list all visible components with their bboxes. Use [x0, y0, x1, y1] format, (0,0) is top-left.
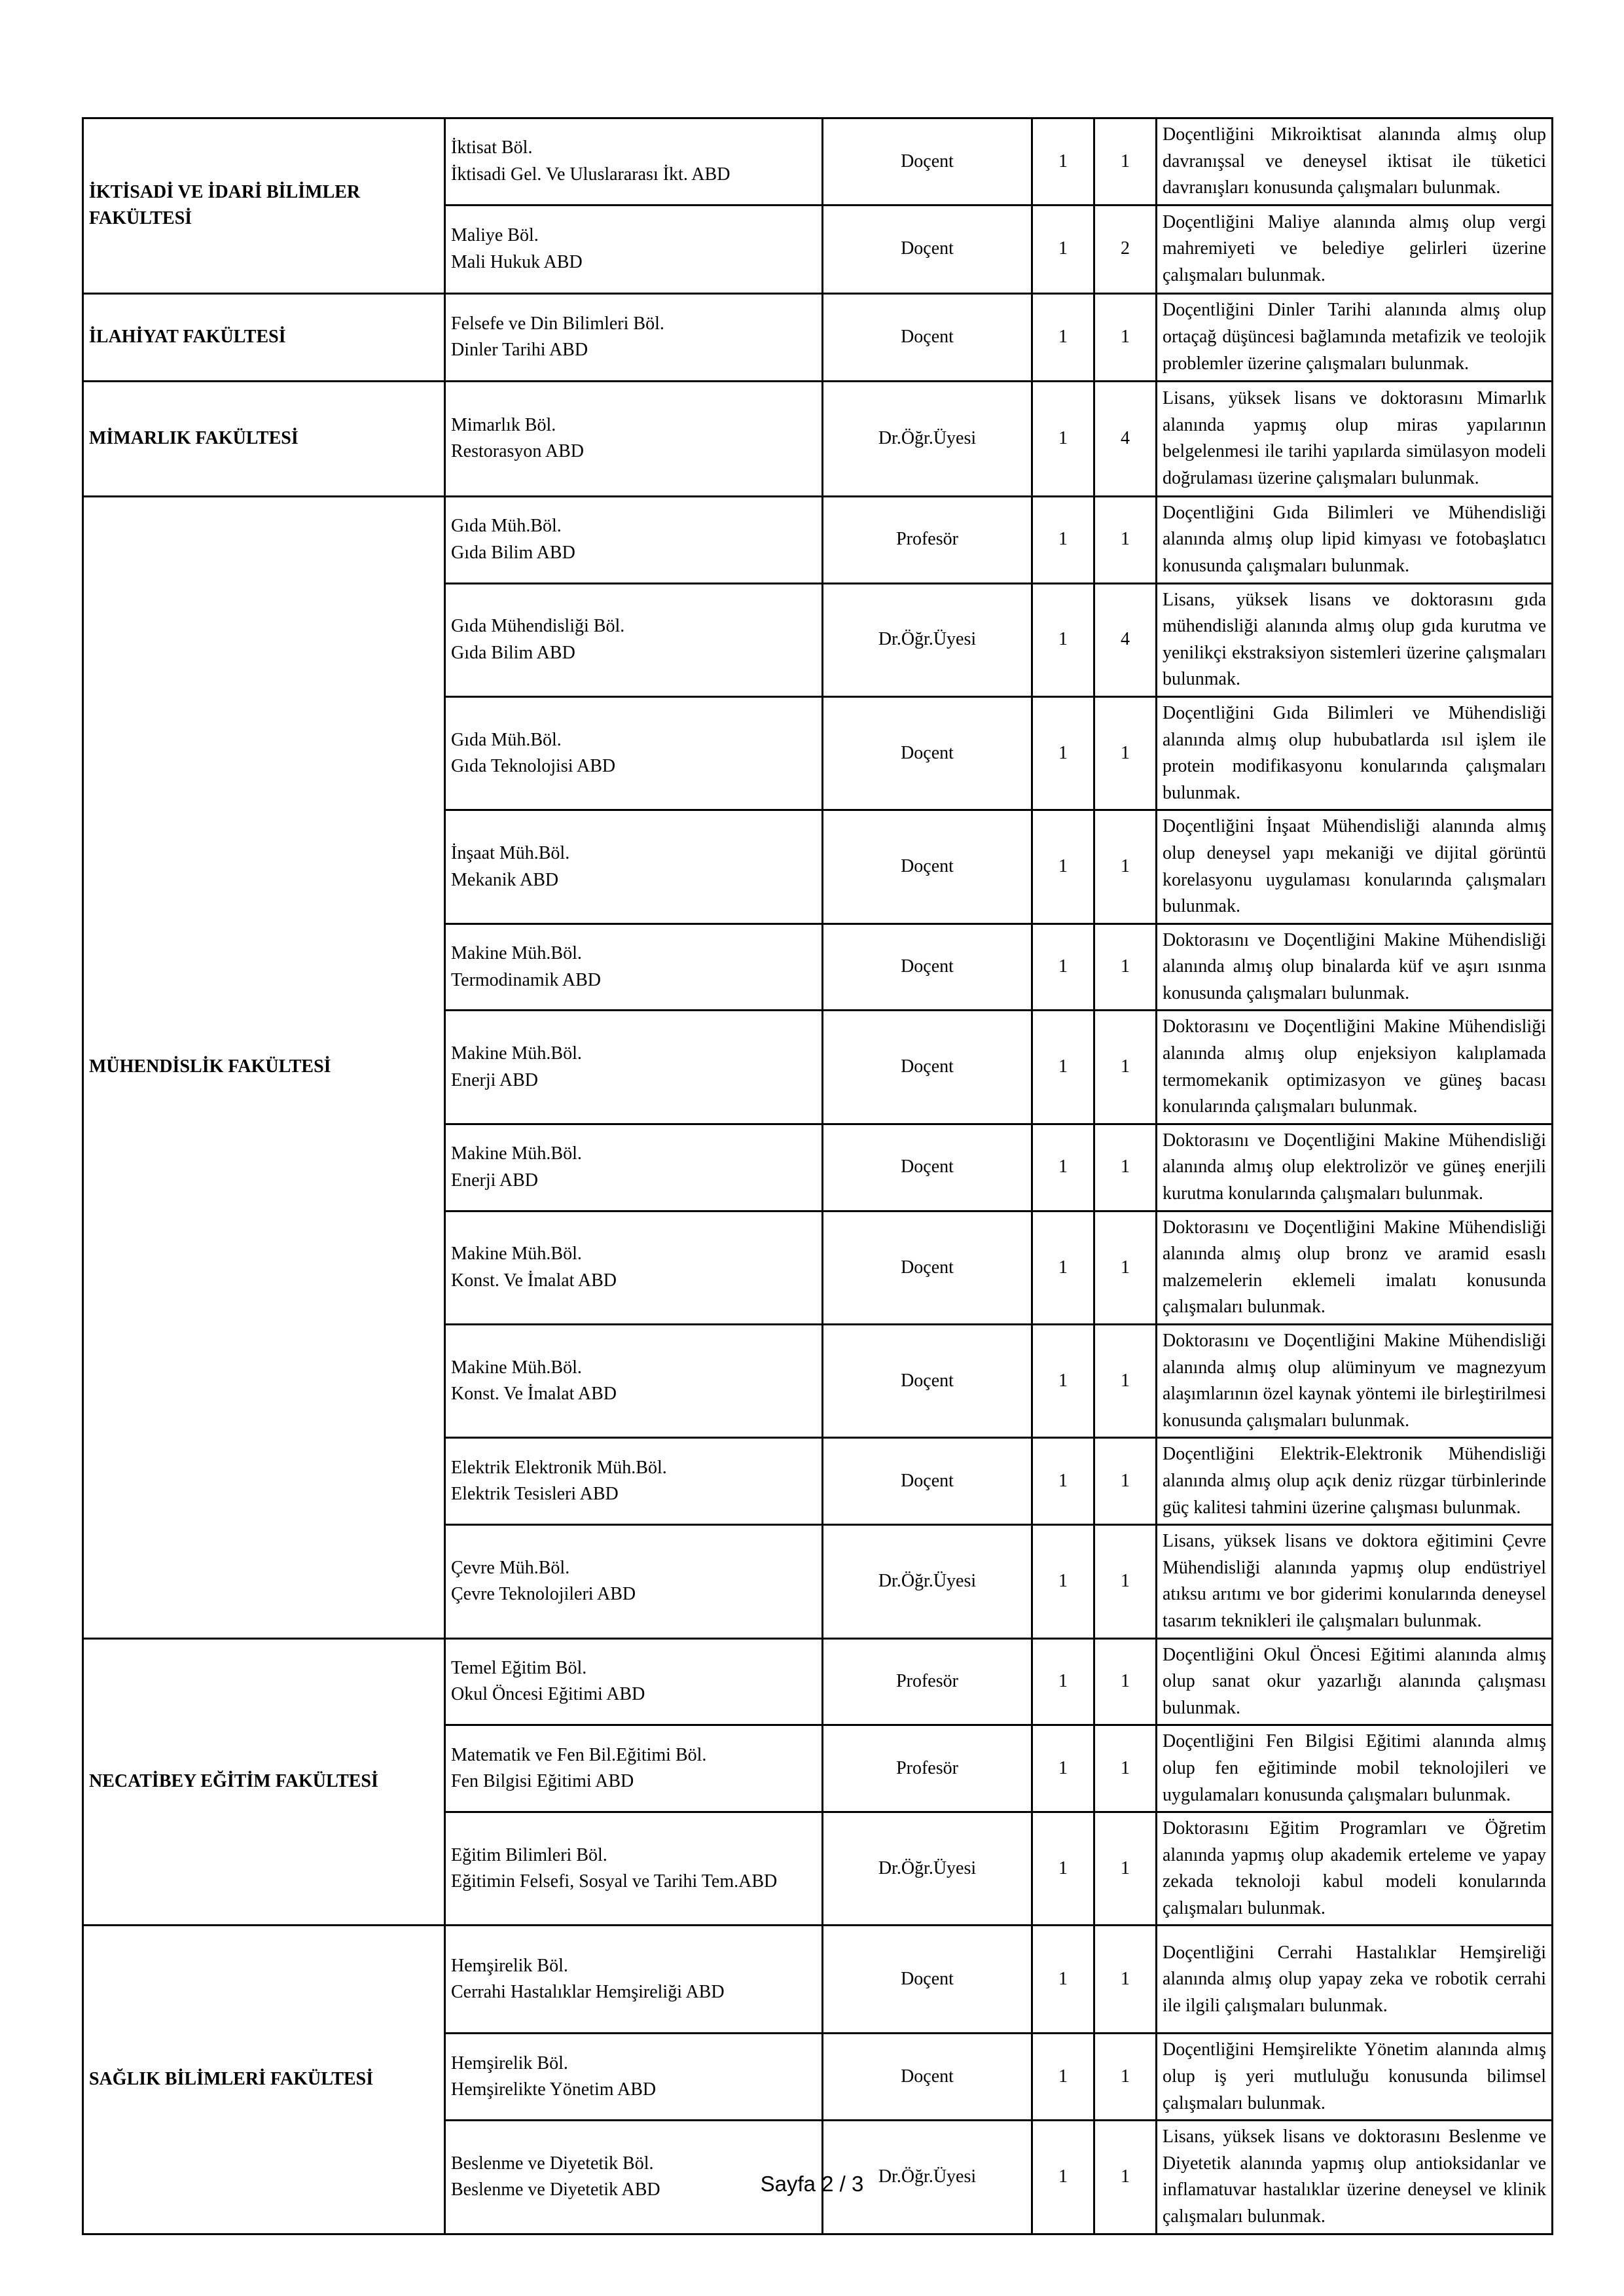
position-count: 1: [1032, 205, 1094, 293]
department-name: İnşaat Müh.Böl.: [451, 842, 570, 863]
requirement-description: Doktorasını Eğitim Programları ve Öğretim alanında yapmış olup akademik erteleme ve yapay zekada teknoloji kabul modeli konularında çalışmaları bulunmak.: [1157, 1812, 1553, 1926]
requirement-description: Lisans, yüksek lisans ve doktorasını Beslenme ve Diyetetik alanında yapmış olup antioksidanlar ve inflamatuvar hastalıklar üzerine deneysel ve klinik çalışmaları bulunmak.: [1157, 2121, 1553, 2234]
position-count: 1: [1032, 496, 1094, 583]
department-cell: [445, 810, 823, 924]
academic-title: Dr.Öğr.Üyesi: [823, 1812, 1032, 1926]
requirement-description: Doçentliğini Cerrahi Hastalıklar Hemşireliği alanında almış olup yapay zeka ve robotik cerrahi ile ilgili çalışmaları bulunmak.: [1157, 1926, 1553, 2034]
requirement-description: Doçentliğini İnşaat Mühendisliği alanında almış olup deneysel yapı mekaniği ve dijital görüntü korelasyonu uygulaması konularında çalışmaları bulunmak.: [1157, 810, 1553, 924]
division-name: Eğitimin Felsefi, Sosyal ve Tarihi Tem.ABD: [451, 1871, 778, 1892]
department-cell: [445, 205, 823, 293]
position-degree: 1: [1094, 810, 1157, 924]
department-cell: [445, 496, 823, 583]
position-count: 1: [1032, 1124, 1094, 1211]
table-row: [83, 1926, 1553, 2034]
division-name: Gıda Teknolojisi ABD: [451, 756, 616, 777]
faculty-name: MİMARLIK FAKÜLTESİ: [83, 381, 445, 496]
academic-title: Dr.Öğr.Üyesi: [823, 1525, 1032, 1638]
faculty-name: İKTİSADİ VE İDARİ BİLİMLER FAKÜLTESİ: [83, 118, 445, 294]
position-degree: 1: [1094, 496, 1157, 583]
department-name: Gıda Müh.Böl.: [451, 516, 562, 537]
position-count: 1: [1032, 2121, 1094, 2234]
division-name: Konst. Ve İmalat ABD: [451, 1270, 617, 1291]
academic-title: Dr.Öğr.Üyesi: [823, 583, 1032, 696]
requirement-description: Lisans, yüksek lisans ve doktorasını Mimarlık alanında yapmış olup miras yapılarının belgelenmesi ile tarihi yapılarda simülasyon modeli doğrulaması üzerine çalışmaları bulunmak.: [1157, 381, 1553, 496]
academic-title: Profesör: [823, 1638, 1032, 1725]
table-row: [83, 381, 1553, 496]
department-name: Makine Müh.Böl.: [451, 942, 582, 963]
requirement-description: Doçentliğini Hemşirelikte Yönetim alanında almış olup iş yeri mutluluğu konusunda bilimsel çalışmaları bulunmak.: [1157, 2034, 1553, 2121]
department-cell: [445, 583, 823, 696]
requirement-description: Doktorasını ve Doçentliğini Makine Mühendisliği alanında almış olup binalarda küf ve aşırı ısınma konusunda çalışmaları bulunmak.: [1157, 924, 1553, 1011]
requirement-description: Doktorasını ve Doçentliğini Makine Mühendisliği alanında almış olup enjeksiyon kalıplamada termomekanik optimizasyon ve güneş bacası konularında çalışmaları bulunmak.: [1157, 1011, 1553, 1124]
position-count: 1: [1032, 1211, 1094, 1324]
position-degree: 1: [1094, 1638, 1157, 1725]
position-count: 1: [1032, 924, 1094, 1011]
position-count: 1: [1032, 1438, 1094, 1525]
position-count: 1: [1032, 696, 1094, 810]
academic-title: Profesör: [823, 496, 1032, 583]
position-degree: 4: [1094, 381, 1157, 496]
academic-title: Doçent: [823, 1926, 1032, 2034]
position-degree: 1: [1094, 1525, 1157, 1638]
academic-title: Doçent: [823, 1124, 1032, 1211]
division-name: Çevre Teknolojileri ABD: [451, 1584, 636, 1605]
division-name: Enerji ABD: [451, 1170, 538, 1191]
requirement-description: Doçentliğini Elektrik-Elektronik Mühendisliği alanında almış olup açık deniz rüzgar türbinlerinde güç kalitesi tahmini üzerine çalışması bulunmak.: [1157, 1438, 1553, 1525]
position-count: 1: [1032, 1812, 1094, 1926]
position-count: 1: [1032, 2034, 1094, 2121]
requirement-description: Doktorasını ve Doçentliğini Makine Mühendisliği alanında almış olup alüminyum ve magnezyum alaşımlarının özel kaynak yöntemi ile birleştirilmesi konusunda çalışmaları bulunmak.: [1157, 1325, 1553, 1438]
department-cell: [445, 381, 823, 496]
department-name: Matematik ve Fen Bil.Eğitimi Böl.: [451, 1744, 707, 1765]
position-degree: 4: [1094, 583, 1157, 696]
department-cell: [445, 1638, 823, 1725]
academic-title: Doçent: [823, 1211, 1032, 1324]
division-name: Beslenme ve Diyetetik ABD: [451, 2179, 660, 2200]
position-count: 1: [1032, 1325, 1094, 1438]
position-degree: 1: [1094, 1211, 1157, 1324]
department-name: Hemşirelik Böl.: [451, 2053, 568, 2073]
table-row: [83, 1638, 1553, 1725]
department-cell: [445, 1325, 823, 1438]
position-count: 1: [1032, 1011, 1094, 1124]
department-name: Makine Müh.Böl.: [451, 1043, 582, 1064]
division-name: Gıda Bilim ABD: [451, 642, 575, 663]
department-name: Gıda Mühendisliği Böl.: [451, 616, 625, 637]
requirement-description: Doçentliğini Okul Öncesi Eğitimi alanında almış olup sanat okur yazarlığı alanında çalışması bulunmak.: [1157, 1638, 1553, 1725]
position-degree: 1: [1094, 1325, 1157, 1438]
position-degree: 1: [1094, 118, 1157, 206]
requirement-description: Doçentliğini Fen Bilgisi Eğitimi alanında almış olup fen eğitiminde mobil teknolojileri ve uygulamaları konusunda çalışmaları bulunmak.: [1157, 1725, 1553, 1812]
division-name: Restorasyon ABD: [451, 441, 584, 462]
academic-title: Doçent: [823, 1325, 1032, 1438]
department-name: Hemşirelik Böl.: [451, 1955, 568, 1976]
division-name: Konst. Ve İmalat ABD: [451, 1384, 617, 1405]
department-cell: [445, 1011, 823, 1124]
position-degree: 1: [1094, 293, 1157, 381]
requirement-description: Lisans, yüksek lisans ve doktora eğitimini Çevre Mühendisliği alanında yapmış olup endüstriyel atıksu arıtımı ve bor giderimi konularında deneysel tasarım teknikleri ile çalışmaları bulunmak.: [1157, 1525, 1553, 1638]
department-cell: [445, 696, 823, 810]
requirement-description: Doçentliğini Mikroiktisat alanında almış olup davranışsal ve deneysel iktisat ile tüketici davranışları konusunda çalışmaları bulunmak.: [1157, 118, 1553, 206]
department-cell: [445, 1725, 823, 1812]
department-name: Mimarlık Böl.: [451, 414, 556, 435]
division-name: Elektrik Tesisleri ABD: [451, 1484, 619, 1505]
division-name: Dinler Tarihi ABD: [451, 340, 588, 361]
department-cell: [445, 1812, 823, 1926]
department-cell: [445, 924, 823, 1011]
department-cell: [445, 1124, 823, 1211]
requirement-description: Doçentliğini Maliye alanında almış olup vergi mahremiyeti ve belediye gelirleri üzerine çalışmaları bulunmak.: [1157, 205, 1553, 293]
department-name: Çevre Müh.Böl.: [451, 1557, 570, 1578]
division-name: İktisadi Gel. Ve Uluslararası İkt. ABD: [451, 164, 731, 185]
positions-table: [82, 117, 1553, 2235]
academic-title: Profesör: [823, 1725, 1032, 1812]
table-row: [83, 496, 1553, 583]
division-name: Mali Hukuk ABD: [451, 251, 583, 272]
academic-title: Doçent: [823, 205, 1032, 293]
department-name: Eğitim Bilimleri Böl.: [451, 1844, 607, 1865]
faculty-name: MÜHENDİSLİK FAKÜLTESİ: [83, 496, 445, 1638]
position-degree: 1: [1094, 1011, 1157, 1124]
department-cell: [445, 1438, 823, 1525]
department-cell: [445, 1525, 823, 1638]
academic-title: Dr.Öğr.Üyesi: [823, 2121, 1032, 2234]
department-name: Makine Müh.Böl.: [451, 1244, 582, 1265]
division-name: Gıda Bilim ABD: [451, 542, 575, 563]
position-count: 1: [1032, 1926, 1094, 2034]
department-cell: [445, 1211, 823, 1324]
position-degree: 1: [1094, 1124, 1157, 1211]
academic-title: Doçent: [823, 810, 1032, 924]
department-name: Makine Müh.Böl.: [451, 1143, 582, 1164]
position-count: 1: [1032, 810, 1094, 924]
position-degree: 2: [1094, 205, 1157, 293]
requirement-description: Doktorasını ve Doçentliğini Makine Mühendisliği alanında almış olup elektrolizör ve güneş enerjili kurutma konularında çalışmaları bulunmak.: [1157, 1124, 1553, 1211]
academic-title: Doçent: [823, 118, 1032, 206]
department-name: Beslenme ve Diyetetik Böl.: [451, 2153, 654, 2174]
division-name: Mekanik ABD: [451, 869, 559, 890]
position-count: 1: [1032, 118, 1094, 206]
division-name: Enerji ABD: [451, 1069, 538, 1090]
department-cell: [445, 293, 823, 381]
position-degree: 1: [1094, 1812, 1157, 1926]
page-number: Sayfa 2 / 3: [760, 2172, 864, 2196]
academic-title: Doçent: [823, 2034, 1032, 2121]
academic-title: Doçent: [823, 924, 1032, 1011]
requirement-description: Doçentliğini Gıda Bilimleri ve Mühendisliği alanında almış olup lipid kimyası ve fotobaşlatıcı konusunda çalışmaları bulunmak.: [1157, 496, 1553, 583]
position-degree: 1: [1094, 2034, 1157, 2121]
position-count: 1: [1032, 583, 1094, 696]
academic-title: Doçent: [823, 696, 1032, 810]
department-name: İktisat Böl.: [451, 137, 533, 158]
academic-title: Doçent: [823, 1011, 1032, 1124]
requirement-description: Doçentliğini Gıda Bilimleri ve Mühendisliği alanında almış olup hububatlarda ısıl işlem ile protein modifikasyonu konularında çalışmaları bulunmak.: [1157, 696, 1553, 810]
academic-title: Doçent: [823, 1438, 1032, 1525]
position-degree: 1: [1094, 1438, 1157, 1525]
position-degree: 1: [1094, 2121, 1157, 2234]
position-degree: 1: [1094, 1926, 1157, 2034]
position-count: 1: [1032, 381, 1094, 496]
position-degree: 1: [1094, 924, 1157, 1011]
department-name: Temel Eğitim Böl.: [451, 1657, 587, 1678]
faculty-name: SAĞLIK BİLİMLERİ FAKÜLTESİ: [83, 1926, 445, 2234]
faculty-name: NECATİBEY EĞİTİM FAKÜLTESİ: [83, 1638, 445, 1926]
faculty-name: İLAHİYAT FAKÜLTESİ: [83, 293, 445, 381]
department-name: Gıda Müh.Böl.: [451, 729, 562, 750]
department-cell: [445, 2034, 823, 2121]
division-name: Termodinamik ABD: [451, 969, 602, 990]
position-count: 1: [1032, 1638, 1094, 1725]
division-name: Hemşirelikte Yönetim ABD: [451, 2079, 657, 2100]
position-count: 1: [1032, 1525, 1094, 1638]
position-degree: 1: [1094, 1725, 1157, 1812]
department-name: Makine Müh.Böl.: [451, 1357, 582, 1378]
department-name: Elektrik Elektronik Müh.Böl.: [451, 1457, 667, 1478]
academic-title: Doçent: [823, 293, 1032, 381]
academic-title: Dr.Öğr.Üyesi: [823, 381, 1032, 496]
requirement-description: Lisans, yüksek lisans ve doktorasını gıda mühendisliği alanında almış olup gıda kurutma ve yenilikçi ekstraksiyon sistemleri üzerine çalışmaları bulunmak.: [1157, 583, 1553, 696]
requirement-description: Doçentliğini Dinler Tarihi alanında almış olup ortaçağ düşüncesi bağlamında metafizik ve teolojik problemler üzerine çalışmaları bulunmak.: [1157, 293, 1553, 381]
position-degree: 1: [1094, 696, 1157, 810]
division-name: Fen Bilgisi Eğitimi ABD: [451, 1771, 634, 1792]
department-cell: [445, 1926, 823, 2034]
department-cell: [445, 118, 823, 206]
department-name: Felsefe ve Din Bilimleri Böl.: [451, 313, 664, 334]
department-name: Maliye Böl.: [451, 225, 539, 246]
division-name: Okul Öncesi Eğitimi ABD: [451, 1684, 645, 1705]
division-name: Cerrahi Hastalıklar Hemşireliği ABD: [451, 1982, 725, 2003]
position-count: 1: [1032, 293, 1094, 381]
position-count: 1: [1032, 1725, 1094, 1812]
table-row: [83, 293, 1553, 381]
table-row: [83, 118, 1553, 206]
requirement-description: Doktorasını ve Doçentliğini Makine Mühendisliği alanında almış olup bronz ve aramid esaslı malzemelerin eklemeli imalatı konusunda çalışmaları bulunmak.: [1157, 1211, 1553, 1324]
